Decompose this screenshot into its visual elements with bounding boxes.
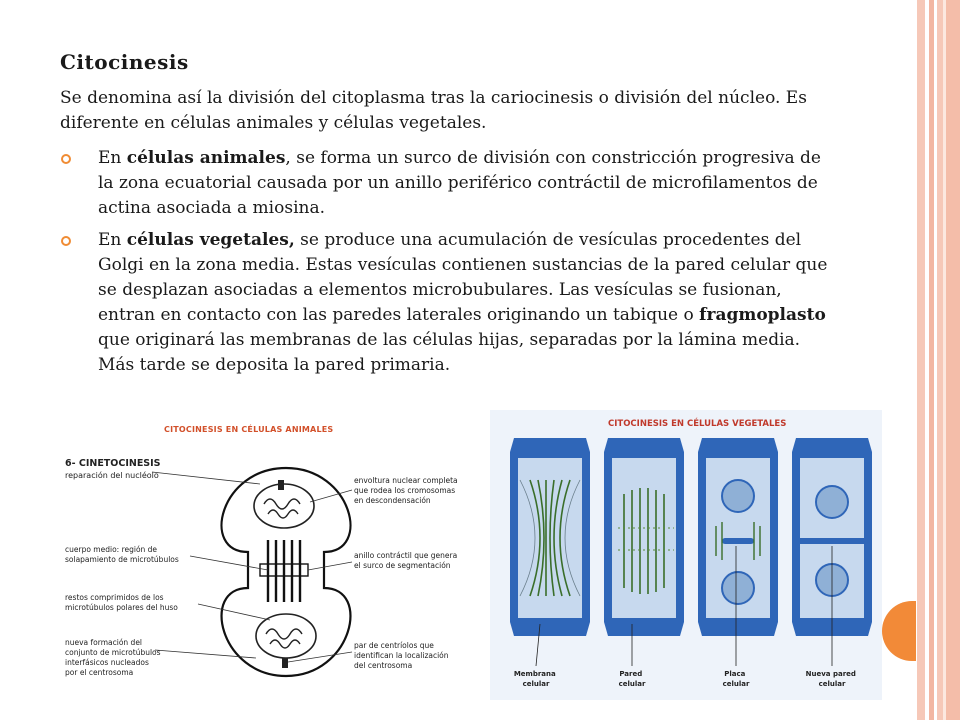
label-cuerpo-medio: cuerpo medio: región de solapamiento de microtúbulos [65,545,179,564]
slide-title: Citocinesis [60,50,189,74]
stage-title: 6- CINETOCINESIS [65,458,161,469]
plant-cell-pared [604,438,684,636]
bullet-text: se produce una acumulación de vesículas procedentes del Golgi en la zona media. Estas vesículas contienen sustancias de la pared celular que se desplazan asociadas a elementos microbubulares. Las vesículas se fusionan, entran en contacto con las paredes laterales originando un tabique o [98,230,828,325]
bullet-prefix: En [98,148,127,168]
bullet-text: , se forma un surco de división con constricción progresiva de la zona ecuatorial causada por un anillo periférico contráctil de microfilamentos de actina asociada a miosina. [98,148,821,218]
bullet-animal [60,146,830,221]
plant-label-pared: Pared celular [618,670,646,688]
label-centriolos: par de centríolos que identifican la localización del centrosoma [354,641,449,670]
animal-cytokinesis-figure [60,440,488,690]
bullet-bold-term-2: fragmoplasto [699,305,826,325]
bullet-bold-term: células vegetales, [126,230,295,250]
plant-figure-title: CITOCINESIS EN CÉLULAS VEGETALES [608,419,787,429]
plant-label-membrana: Membrana celular [513,670,556,688]
centriole-bottom [282,658,288,668]
centriole-top [278,480,284,490]
plant-cell-placa [698,438,778,636]
edge-stripe-7 [946,0,960,720]
label-restos: restos comprimidos de los microtúbulos polares del huso [65,593,178,612]
bullet-text-2: que originará las membranas de las células hijas, separadas por la lámina media. Más tarde se deposita la pared primaria. [98,330,801,375]
nucleus-bottom [256,614,316,658]
plant-label-nueva-pared: Nueva pared celular [805,670,856,688]
bullet-plant [60,228,830,378]
bullet-bold-term: células animales [126,148,286,168]
plant-cell-membrana [510,438,590,636]
label-envoltura: envoltura nuclear completa que rodea los cromosomas en descondensación [354,476,458,505]
bullet-list [60,146,830,385]
label-anillo: anillo contráctil que genera el surco de segmentación [354,551,458,570]
stage-subtitle: reparación del nucléolo [65,471,159,480]
nucleus-top [254,484,314,528]
edge-stripe-1 [917,0,925,720]
plant-label-placa: Placa celular [722,670,750,688]
animal-figure-caption: CITOCINESIS EN CÉLULAS ANIMALES [164,425,334,434]
bullet-ring-icon [61,154,71,164]
orange-tab-decoration [882,601,916,661]
intro-paragraph: Se denomina así la división del citoplasma tras la cariocinesis o división del núcleo. Es diferente en células animales y células vegetales. [60,88,807,133]
bullet-prefix: En [98,230,127,250]
bullet-ring-icon [61,236,71,246]
plant-cytokinesis-figure [490,410,882,700]
label-nueva-formacion: nueva formación del conjunto de microtúbulos interfásicos nucleados por el centrosoma [65,638,161,677]
